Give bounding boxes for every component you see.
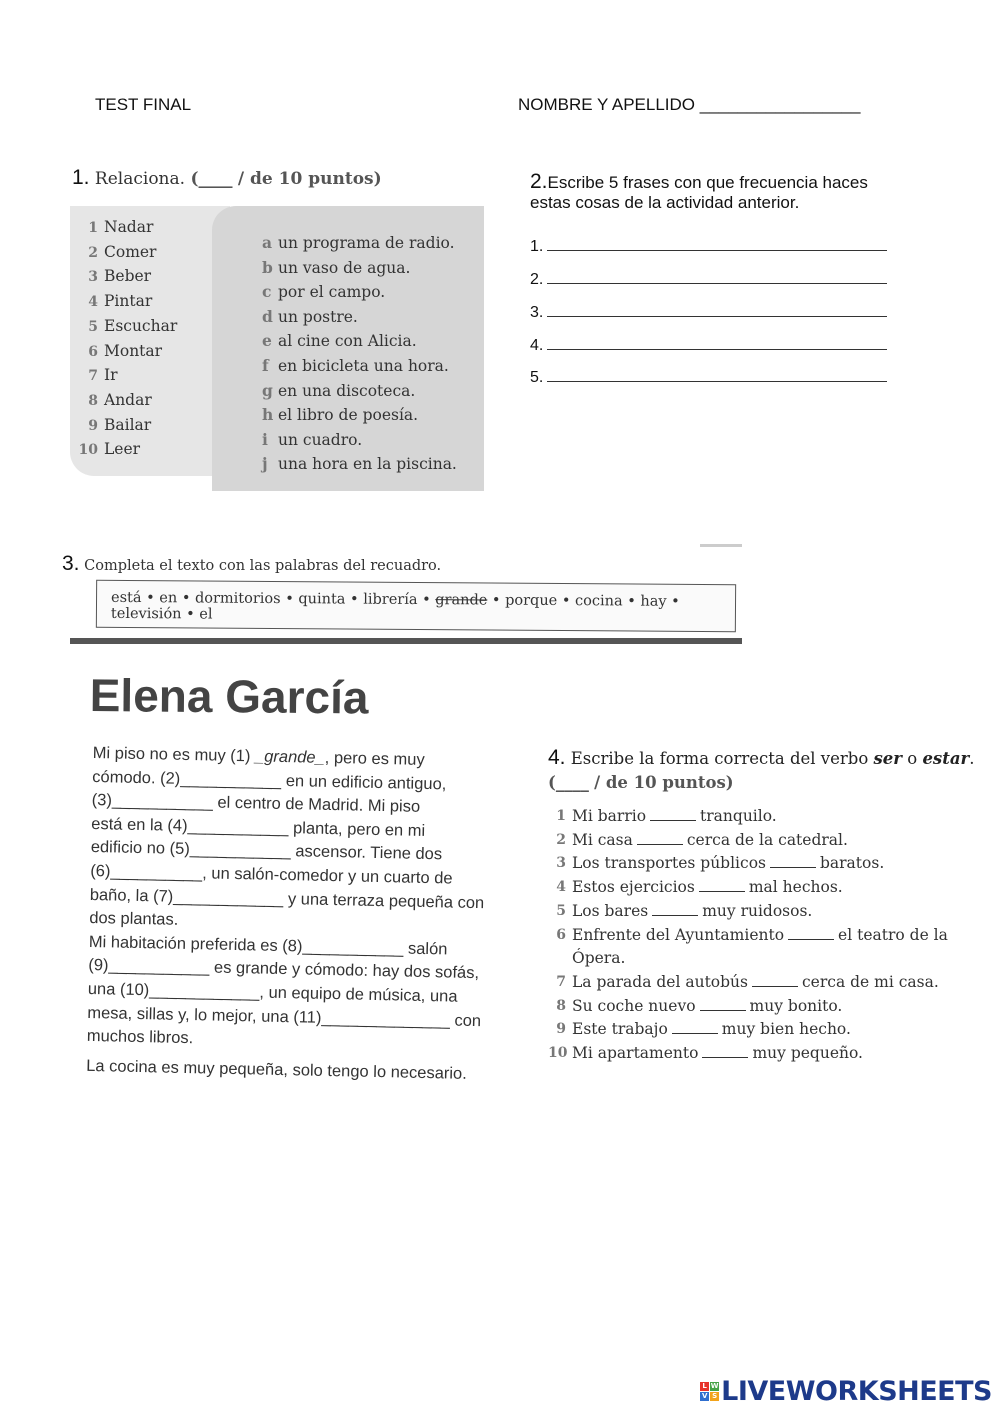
name-input-blank[interactable]: _________________ <box>699 95 861 114</box>
cloze-text-part: edificio no (5) <box>90 838 191 859</box>
word-box-used-word: grande <box>435 592 488 609</box>
logo-tile: W <box>710 1382 719 1390</box>
cloze-blank[interactable]: ___________ <box>108 956 210 977</box>
cloze-blank[interactable]: ____________ <box>173 887 284 908</box>
sentence-number: 2. <box>530 271 544 288</box>
cloze-text-part: (6) <box>90 861 111 881</box>
cloze-blank[interactable]: ___________ <box>187 816 289 837</box>
liveworksheets-logo[interactable] <box>700 1376 992 1407</box>
section3-number: 3. <box>62 552 80 575</box>
verb-blank[interactable] <box>702 1057 748 1058</box>
item-number: 1 <box>556 808 566 824</box>
item-number: 5 <box>556 902 566 919</box>
item-sentence <box>572 1042 863 1066</box>
item-subject: Su coche nuevo <box>572 996 696 1015</box>
item-predicate: muy ruidosos. <box>702 901 813 920</box>
complement-text: una hora en la piscina. <box>278 455 457 474</box>
verb-number: 10 <box>78 442 98 459</box>
item-sentence <box>572 900 812 924</box>
complement-text: en bicicleta una hora. <box>278 356 449 375</box>
sentence-line <box>530 238 887 256</box>
item-continuation: Ópera. <box>572 949 626 968</box>
sentence-line <box>530 337 887 355</box>
item-subject: Estos ejercicios <box>572 878 695 897</box>
section2-instruction-line2: estas cosas de la actividad anterior. <box>530 193 800 212</box>
section4-period: . <box>969 749 975 768</box>
verb-number: 9 <box>88 417 98 434</box>
section2-instruction-line1: Escribe 5 frases con que frecuencia haces <box>547 173 868 192</box>
sentence-line <box>530 304 887 322</box>
complement-letter: b <box>262 257 273 277</box>
verb-blank[interactable] <box>699 891 745 892</box>
verb-item <box>76 389 177 414</box>
complement-letter: g <box>262 380 273 400</box>
logo-tile: L <box>700 1382 709 1391</box>
word-box-words-end: • porque • cocina • hay • televisión • el <box>110 592 680 623</box>
cloze-text-part: (3) <box>91 791 113 810</box>
cloze-text <box>86 742 493 1087</box>
sentence-number: 3. <box>530 304 544 321</box>
sentence-line <box>530 271 887 289</box>
complement-text: al cine con Alicia. <box>278 332 417 351</box>
item-sentence <box>572 924 948 948</box>
verb-text: Escuchar <box>104 316 178 335</box>
logo-icon <box>700 1382 719 1401</box>
cloze-text-part: el centro de Madrid. Mi piso <box>212 793 421 817</box>
cloze-text-part: (9) <box>88 956 109 975</box>
section4-points-open: ( <box>548 773 556 792</box>
verb-number: 6 <box>88 343 98 360</box>
exercise-item <box>548 924 948 948</box>
cloze-blank[interactable]: ____________ <box>149 981 260 1002</box>
complement-item <box>262 403 457 428</box>
complement-letter: a <box>262 233 273 252</box>
complement-text: un programa de radio. <box>278 234 455 252</box>
verb-text: Ir <box>104 366 118 385</box>
item-subject: Enfrente del Ayuntamiento <box>572 925 785 944</box>
divider-bar <box>70 638 742 644</box>
test-title: TEST FINAL <box>95 95 192 114</box>
section3-instruction: Completa el texto con las palabras del recuadro. <box>84 558 442 574</box>
cloze-text-part: , un equipo de música, una <box>259 983 458 1006</box>
item-predicate: cerca de mi casa. <box>802 972 939 991</box>
verb-item <box>76 241 177 266</box>
logo-text: LIVEWORKSHEETS <box>721 1376 992 1407</box>
exercise-item <box>548 900 948 924</box>
exercise-item <box>548 1018 948 1042</box>
verb-text: Leer <box>104 440 141 459</box>
item-sentence <box>572 829 848 853</box>
section4-points-text: / de 10 puntos) <box>594 773 734 792</box>
section4-verb-estar: estar <box>922 749 970 768</box>
sentence-number: 5. <box>530 369 544 386</box>
verb-text: Bailar <box>104 415 152 434</box>
item-subject: Los bares <box>572 901 649 920</box>
section4-number: 4. <box>548 746 566 769</box>
section2-number: 2. <box>530 170 548 193</box>
verb-item <box>76 340 177 365</box>
cloze-text-part: La cocina es muy pequeña, solo tengo lo necesario. <box>86 1056 467 1083</box>
complement-item <box>262 280 457 305</box>
scan-edge <box>700 544 742 547</box>
verb-number: 8 <box>88 392 98 409</box>
item-subject: La parada del autobús <box>572 972 748 991</box>
verb-number: 1 <box>88 220 98 236</box>
item-subject: Mi apartamento <box>572 1044 699 1063</box>
verb-item <box>76 290 177 315</box>
logo-tile: S <box>712 1392 718 1400</box>
section3-title <box>62 552 441 576</box>
item-number: 8 <box>556 997 566 1014</box>
cloze-text-part: es grande y cómodo: hay dos sofás, <box>209 958 480 983</box>
verb-item <box>76 438 177 463</box>
exercise-item <box>548 876 948 900</box>
cloze-text-part: salón <box>403 939 448 959</box>
exercise-item <box>548 805 948 829</box>
section4-title <box>548 746 978 795</box>
item-subject: Los transportes públicos <box>572 854 766 873</box>
cloze-blank[interactable]: ___________ <box>111 791 214 812</box>
sentence-input[interactable] <box>547 316 887 317</box>
verb-item <box>76 414 177 439</box>
verb-blank[interactable] <box>652 915 698 916</box>
cloze-text-part: una (10) <box>87 979 150 1000</box>
text-heading: Elena García <box>89 668 369 724</box>
verb-item <box>76 265 177 290</box>
sentence-input[interactable] <box>547 283 887 284</box>
item-subject: Mi barrio <box>572 807 647 825</box>
item-sentence <box>572 876 843 900</box>
item-sentence <box>572 995 842 1019</box>
exercise-item <box>548 995 948 1019</box>
complement-letter: e <box>262 331 272 351</box>
verb-blank[interactable] <box>672 1033 718 1034</box>
verb-number: 5 <box>88 318 98 335</box>
complement-item <box>262 305 457 330</box>
cloze-text-part: Mi habitación preferida es (8) <box>88 932 303 956</box>
section4-points-blank[interactable]: ____ <box>555 773 589 792</box>
complement-item <box>262 354 457 379</box>
cloze-text-part: , pero es muy <box>324 748 425 769</box>
verb-number: 3 <box>88 269 98 286</box>
complement-item <box>262 428 457 453</box>
cloze-text-part: con <box>449 1011 482 1030</box>
item-sentence <box>572 1018 851 1042</box>
verb-number: 4 <box>88 294 98 311</box>
item-number: 2 <box>556 831 566 848</box>
verb-blank[interactable] <box>770 867 816 868</box>
verb-text: Beber <box>104 267 152 286</box>
cloze-text-part: muchos libros. <box>86 1027 194 1048</box>
cloze-example-answer: _grande_ <box>254 747 325 767</box>
exercise-item <box>548 852 948 876</box>
complement-letter: j <box>262 454 268 474</box>
cloze-text-part: cómodo. (2) <box>92 767 181 788</box>
cloze-text-part: , un salón-comedor y un cuarto de <box>202 864 453 888</box>
sentence-number: 1. <box>530 238 544 255</box>
item-number: 9 <box>556 1021 566 1038</box>
verb-blank[interactable] <box>788 939 834 940</box>
complement-letter: c <box>262 282 272 302</box>
cloze-text-part: Mi piso no es muy (1) <box>92 743 256 766</box>
item-predicate: muy bien hecho. <box>721 1020 851 1039</box>
ser-estar-list <box>548 805 948 1066</box>
section1-points-open: ( <box>190 169 199 189</box>
verb-number: 7 <box>88 368 98 385</box>
word-box-words: está • en • dormitorios • quinta • librería • <box>110 589 436 609</box>
cloze-text-part: y una terraza pequeña con <box>283 889 485 912</box>
cloze-text-part: mesa, sillas y, lo mejor, una (11) <box>87 1003 322 1027</box>
verb-text: Nadar <box>104 218 154 236</box>
item-predicate: muy pequeño. <box>752 1044 863 1063</box>
complement-letter: h <box>262 405 274 425</box>
item-predicate: tranquilo. <box>700 807 777 825</box>
cloze-line <box>86 1055 486 1087</box>
section1-number: 1. <box>72 166 90 189</box>
item-predicate: muy bonito. <box>749 996 843 1015</box>
verb-number: 2 <box>88 244 98 261</box>
complement-letter: f <box>262 355 269 375</box>
item-sentence <box>572 971 939 995</box>
cloze-text-part: baño, la (7) <box>89 885 174 906</box>
item-predicate: mal hechos. <box>748 878 843 897</box>
section4-verb-ser: ser <box>873 749 902 768</box>
complement-item <box>262 231 457 256</box>
complement-item <box>262 379 457 404</box>
verb-blank[interactable] <box>752 986 798 987</box>
section1-points-blank[interactable]: ____ <box>198 169 233 189</box>
item-number: 6 <box>556 926 566 943</box>
sentence-input[interactable] <box>547 381 887 382</box>
verb-blank[interactable] <box>650 820 696 821</box>
item-sentence <box>572 805 777 829</box>
verb-text: Pintar <box>104 292 153 311</box>
cloze-text-part: planta, pero en mi <box>288 818 426 840</box>
logo-tile: V <box>701 1392 708 1400</box>
item-number: 3 <box>556 855 566 872</box>
verb-item <box>76 364 177 389</box>
complement-text: un cuadro. <box>278 430 363 449</box>
item-number: 7 <box>556 973 566 990</box>
verb-blank[interactable] <box>700 1010 746 1011</box>
exercise-item <box>548 971 948 995</box>
name-label: NOMBRE Y APELLIDO <box>518 95 695 114</box>
section1-points-text: / de 10 puntos) <box>237 169 382 189</box>
cloze-text-part: ascensor. Tiene dos <box>290 842 443 864</box>
complement-letter: d <box>262 306 273 326</box>
item-predicate: el teatro de la <box>838 925 948 944</box>
complement-letter: i <box>262 429 268 449</box>
complement-item <box>262 256 457 281</box>
cloze-text-part: en un edificio antiguo, <box>281 771 447 794</box>
exercise-item <box>548 1042 948 1066</box>
verb-blank[interactable] <box>637 844 683 845</box>
section2-title <box>530 172 910 213</box>
cloze-blank[interactable]: ______________ <box>321 1008 451 1030</box>
complement-text: el libro de poesía. <box>278 406 419 425</box>
verb-list <box>76 216 177 463</box>
name-field-label <box>518 95 860 115</box>
sentence-number: 4. <box>530 337 544 354</box>
cloze-blank[interactable]: ___________ <box>302 937 404 958</box>
item-predicate: cerca de la catedral. <box>686 830 848 849</box>
verb-item <box>76 216 177 241</box>
item-sentence <box>572 852 884 876</box>
exercise-item <box>548 829 948 853</box>
complement-text: un postre. <box>278 307 358 326</box>
cloze-text-part: está en la (4) <box>91 814 188 835</box>
cloze-blank[interactable]: __________ <box>110 862 203 883</box>
cloze-blank[interactable]: ___________ <box>180 769 282 790</box>
sentence-line <box>530 369 887 387</box>
complement-item <box>262 329 457 354</box>
item-subject: Mi casa <box>572 830 633 849</box>
verb-item <box>76 315 177 340</box>
section4-or: o <box>902 749 923 768</box>
verb-text: Andar <box>104 390 152 409</box>
cloze-text-part: dos plantas. <box>89 909 179 929</box>
sentence-input[interactable] <box>547 250 887 251</box>
verb-text: Comer <box>104 242 157 261</box>
complement-text: en una discoteca. <box>278 381 416 400</box>
item-number: 4 <box>556 879 566 896</box>
section1-title <box>72 166 382 190</box>
sentence-input[interactable] <box>547 349 887 350</box>
cloze-blank[interactable]: ___________ <box>189 840 291 861</box>
complement-item <box>262 452 457 477</box>
section1-instruction: Relaciona. <box>94 169 186 189</box>
item-predicate: baratos. <box>819 854 885 873</box>
item-number: 10 <box>548 1045 568 1062</box>
complement-text: un vaso de agua. <box>278 258 411 277</box>
complement-list <box>262 231 457 477</box>
word-box <box>96 580 736 632</box>
verb-text: Montar <box>104 341 163 360</box>
complement-text: por el campo. <box>278 283 386 302</box>
item-subject: Este trabajo <box>572 1020 668 1039</box>
section4-instruction: Escribe la forma correcta del verbo <box>570 749 874 768</box>
